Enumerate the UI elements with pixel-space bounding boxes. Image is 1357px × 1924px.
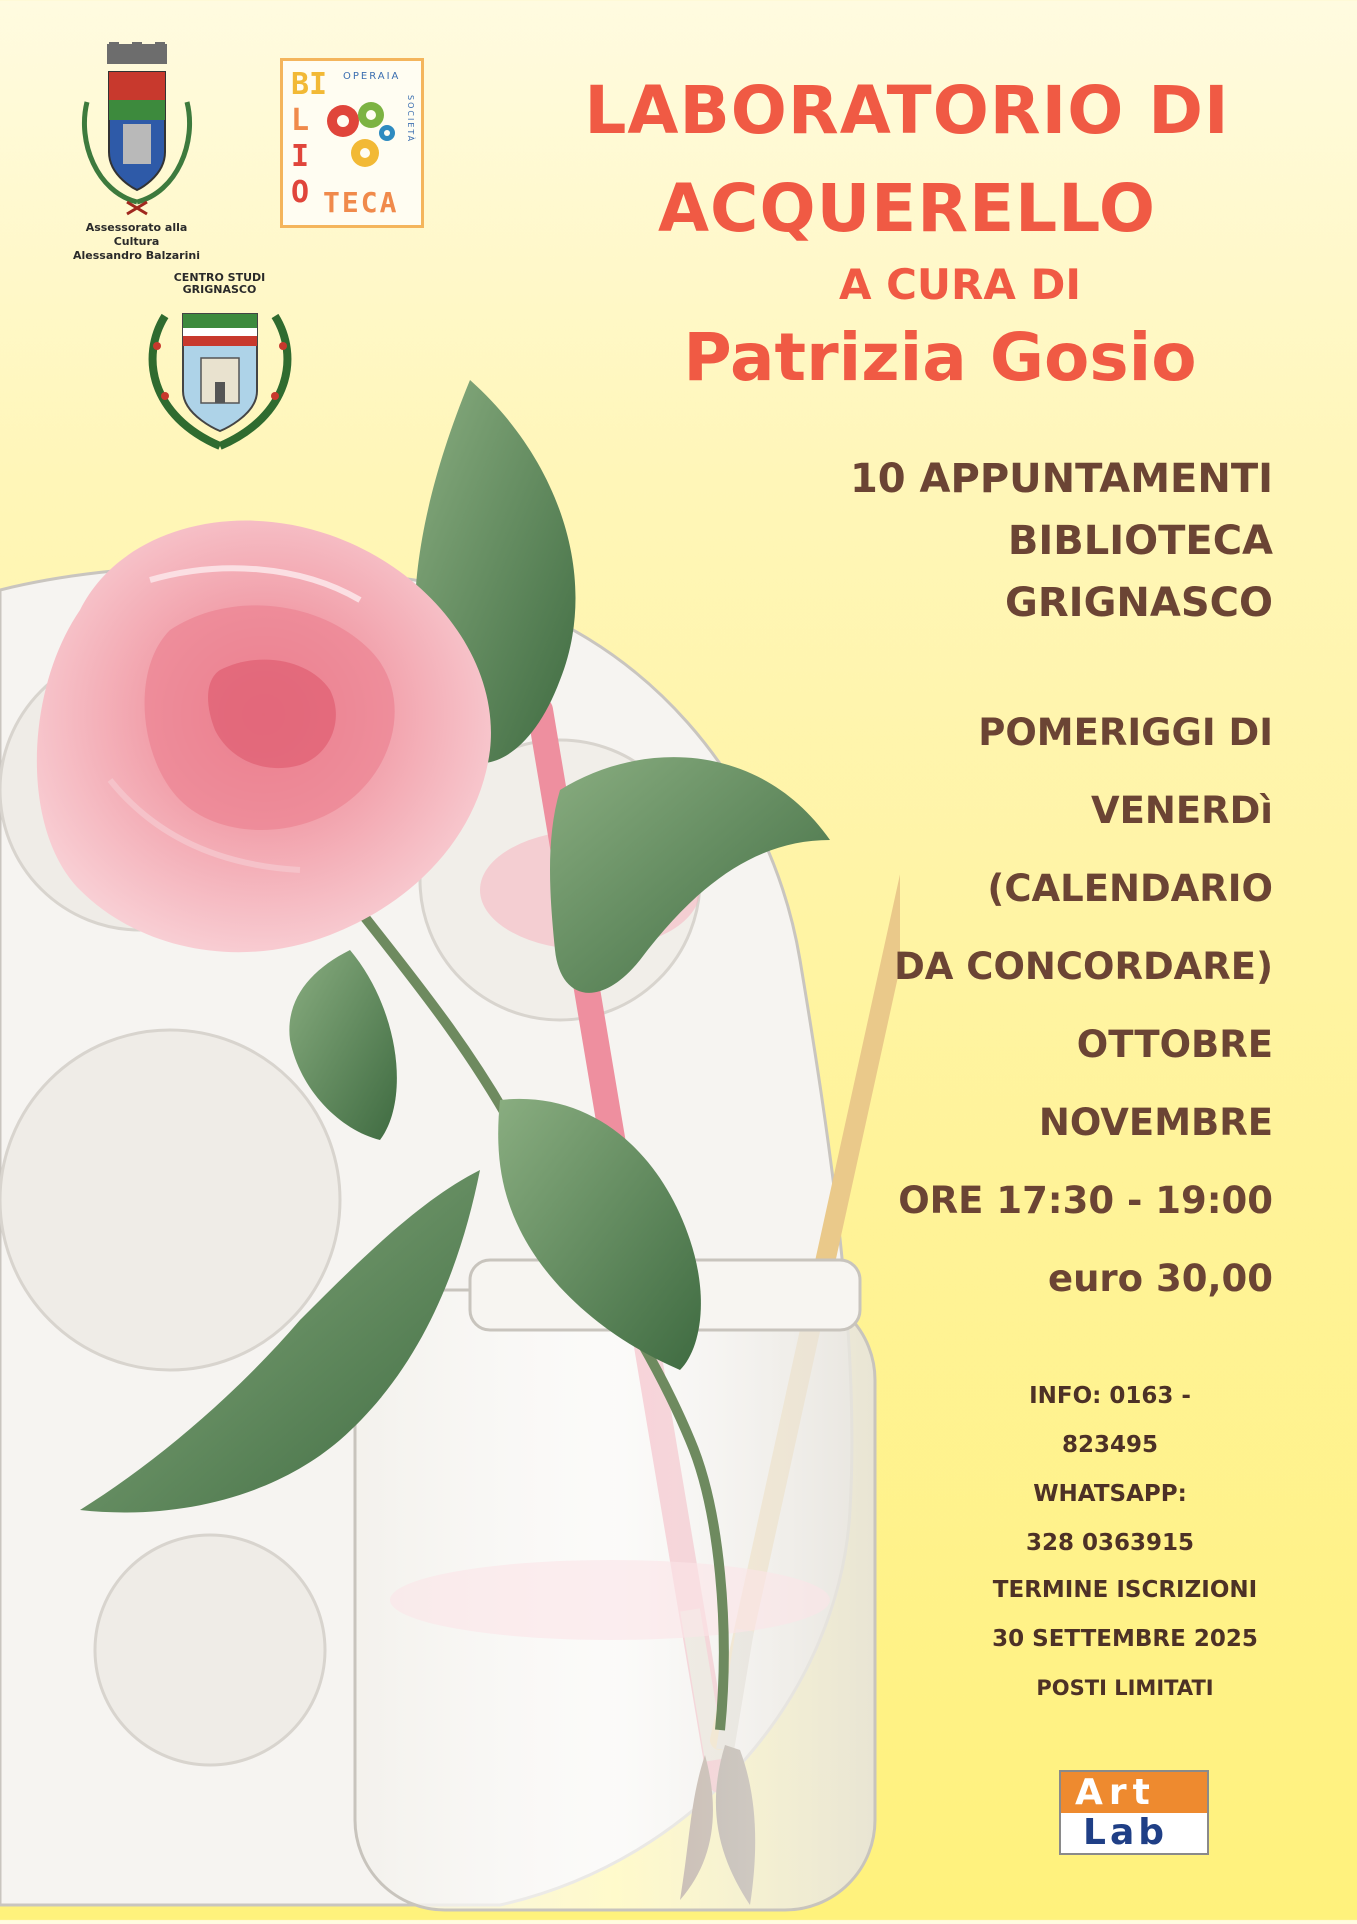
gears-icon bbox=[321, 89, 401, 179]
schedule-row: POMERIGGI DI bbox=[978, 711, 1273, 754]
title-line-2: ACQUERELLO bbox=[657, 170, 1157, 247]
comune-caption-2: Alessandro Balzarini bbox=[73, 249, 200, 262]
biblioteca-letter: I bbox=[291, 139, 310, 174]
centro-studi-caption: CENTRO STUDI GRIGNASCO bbox=[173, 271, 266, 296]
details-line-1: 10 APPUNTAMENTI bbox=[849, 456, 1273, 502]
schedule-row: ORE 17:30 - 19:00 bbox=[898, 1179, 1273, 1222]
biblioteca-teca: TECA bbox=[323, 186, 399, 219]
biblioteca-letter: O bbox=[291, 175, 310, 210]
centro-studi-crest-icon bbox=[135, 296, 305, 456]
biblioteca-letter: BI bbox=[291, 67, 328, 102]
palette-well bbox=[95, 1535, 325, 1765]
comune-crest-icon bbox=[67, 42, 207, 217]
author-name: Patrizia Gosio bbox=[683, 319, 1197, 396]
event-details bbox=[713, 448, 1273, 634]
comune-caption-1: Assessorato alla Cultura bbox=[85, 221, 188, 248]
biblioteca-letter: L bbox=[291, 103, 310, 138]
info-whatsapp-number: 328 0363915 bbox=[1025, 1530, 1195, 1556]
jar-water bbox=[390, 1560, 830, 1640]
poster-title bbox=[557, 62, 1257, 258]
artlab-top: Art bbox=[1061, 1772, 1207, 1813]
subtitle: A CURA DI bbox=[838, 260, 1081, 309]
deadline-date: 30 SETTEMBRE 2025 bbox=[992, 1626, 1258, 1652]
biblioteca-logo bbox=[280, 58, 424, 228]
event-schedule bbox=[713, 694, 1273, 1318]
deadline-label: TERMINE ISCRIZIONI bbox=[992, 1577, 1258, 1603]
comune-logo bbox=[64, 42, 209, 262]
schedule-row: euro 30,00 bbox=[1047, 1257, 1273, 1300]
contact-info bbox=[980, 1372, 1240, 1568]
schedule-row: OTTOBRE bbox=[1076, 1023, 1273, 1066]
schedule-row: (CALENDARIO bbox=[987, 867, 1273, 910]
biblioteca-operaia: OPERAIA bbox=[343, 71, 401, 82]
artlab-logo bbox=[1059, 1770, 1209, 1855]
deadline-note: POSTI LIMITATI bbox=[1036, 1676, 1214, 1700]
schedule-row: VENERDì bbox=[1090, 789, 1273, 832]
details-line-3: GRIGNASCO bbox=[1005, 580, 1273, 626]
artlab-bottom: Lab bbox=[1061, 1813, 1207, 1854]
biblioteca-societa: SOCIETÀ bbox=[406, 95, 415, 144]
palette-well bbox=[0, 1030, 340, 1370]
schedule-row: DA CONCORDARE) bbox=[894, 945, 1273, 988]
title-line-1: LABORATORIO DI bbox=[584, 72, 1230, 149]
info-phone: INFO: 0163 - 823495 bbox=[1029, 1383, 1191, 1458]
info-whatsapp-label: WHATSAPP: bbox=[1033, 1481, 1187, 1507]
centro-studi-logo bbox=[132, 272, 307, 467]
registration-deadline bbox=[975, 1566, 1275, 1713]
details-line-2: BIBLIOTECA bbox=[1007, 518, 1273, 564]
schedule-row: NOVEMBRE bbox=[1038, 1101, 1273, 1144]
